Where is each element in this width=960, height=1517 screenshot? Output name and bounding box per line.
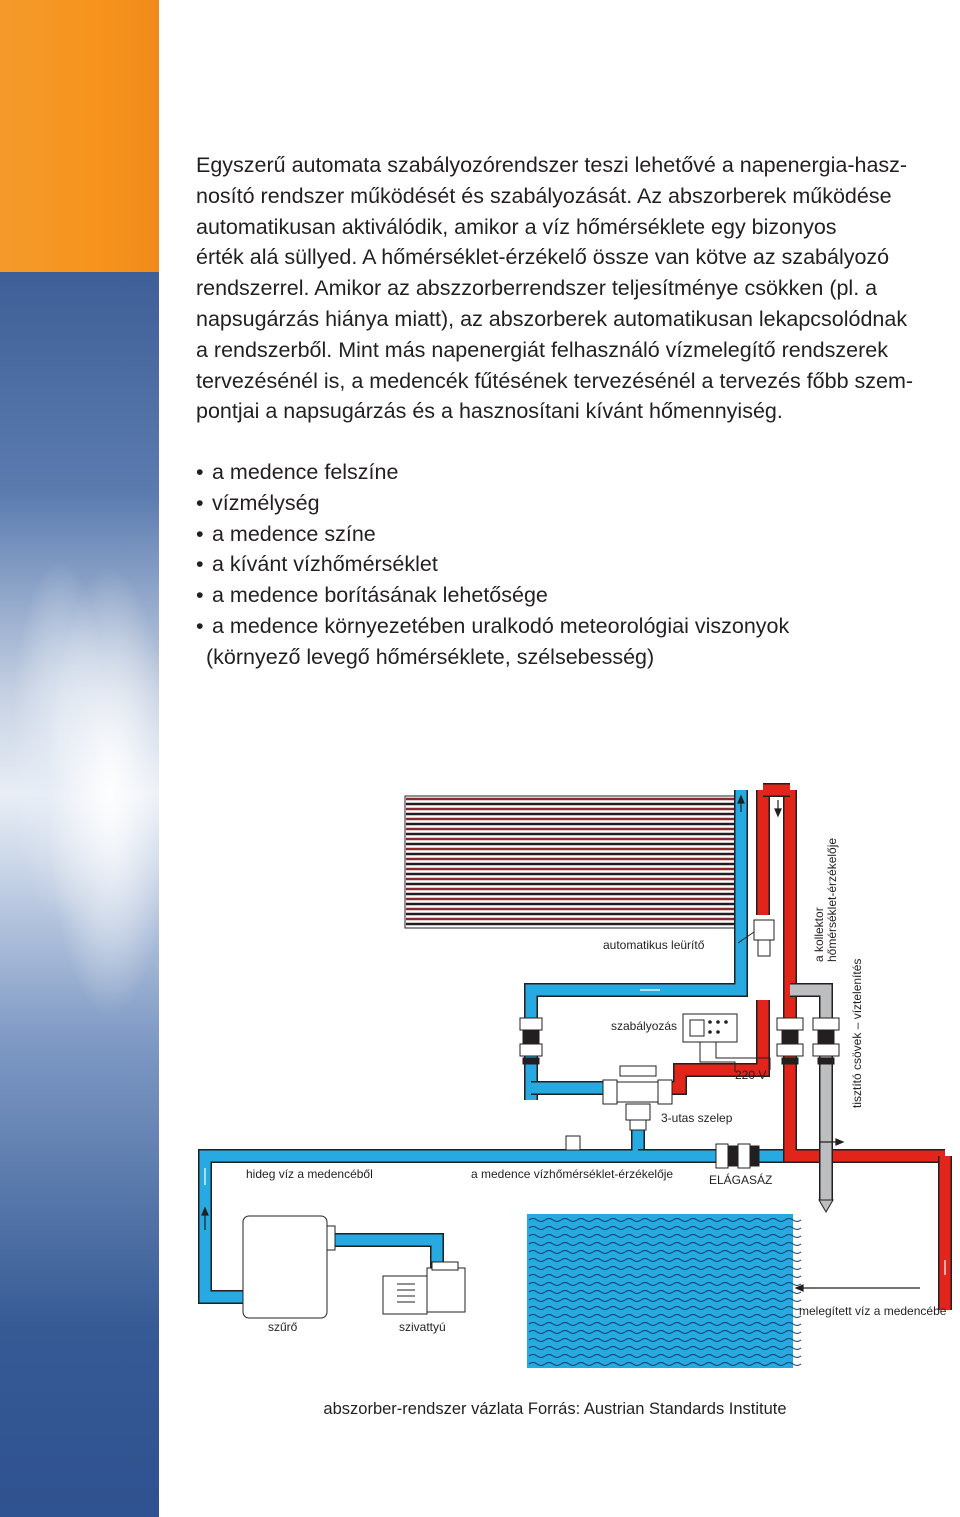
label-warm-water: melegített víz a medencébe	[799, 1304, 947, 1318]
pool-sensor-tee	[566, 1136, 580, 1150]
intro-line: érték alá süllyed. A hőmérséklet-érzékelő össze van kötve az szabályozó	[196, 245, 890, 270]
filter-unit	[243, 1216, 335, 1318]
bullet: •	[196, 490, 204, 515]
list-item: • a medence felszíne	[196, 457, 936, 488]
swimming-pool	[527, 1214, 801, 1368]
solar-collector-panel	[405, 796, 735, 928]
list-item: • a medence borításának lehetősége	[196, 580, 936, 611]
label-valve: 3-utas szelep	[661, 1111, 733, 1125]
label-filter: szűrő	[268, 1320, 298, 1334]
label-voltage: 220 V	[735, 1068, 767, 1082]
list-item-continuation: (környező levegő hőmérséklete, szélsebesség)	[206, 644, 655, 669]
intro-line: napsugárzás hiánya miatt), az abszorberek automatikusan lekapcsolódnak	[196, 306, 908, 331]
figure-caption: abszorber-rendszer vázlata Forrás: Austrian Standards Institute	[323, 1400, 787, 1418]
list-item: • a medence színe	[196, 519, 936, 550]
label-cleaning-pipes: tisztító csövek – víztelenítés	[850, 958, 864, 1108]
list-item: • a medence környezetében uralkodó meteorológiai viszonyok	[196, 611, 936, 642]
union-branch	[716, 1144, 759, 1168]
intro-line: rendszerrel. Amikor az abszzorberrendszer teljesítménye csökken (pl. a	[196, 276, 878, 301]
list-item: • a kívánt vízhőmérséklet	[196, 549, 936, 580]
list-item: • vízmélység	[196, 488, 936, 519]
label-pump: szivattyú	[399, 1320, 446, 1334]
bullet: •	[196, 613, 204, 638]
label-branch: ELÁGASÁZ	[709, 1173, 773, 1187]
bullet: •	[196, 583, 204, 608]
intro-line: pontjai a napsugárzás és a hasznosítani kívánt hőmennyiség.	[196, 399, 783, 424]
intro-line: Egyszerű automata szabályozórendszer teszi lehetővé a napenergia-hasz-	[196, 153, 908, 177]
intro-line: a rendszerből. Mint más napenergiát felhasználó vízmelegítő rendszerek	[196, 337, 888, 362]
intro-line: nosító rendszer működését és szabályozását. Az abszorberek működése	[196, 183, 892, 208]
label-cold-water: hideg víz a medencéből	[246, 1167, 373, 1181]
label-auto-drain: automatikus leürítő	[603, 938, 705, 952]
intro-line: automatikusan aktiválódik, amikor a víz hőmérséklete egy bizonyos	[196, 214, 837, 239]
bullet: •	[196, 552, 204, 577]
label-pool-sensor: a medence vízhőmérséklet-érzékelője	[471, 1167, 674, 1181]
label-collector-sensor-line2: hőmérséklet-érzékelője	[825, 837, 839, 962]
label-control: szabályozás	[611, 1019, 678, 1033]
intro-line: tervezésénél is, a medencék fűtésének tervezésénél a tervezés főbb szem-	[196, 368, 914, 393]
label-collector-sensor-line1: a kollektor	[812, 907, 826, 962]
pump-unit	[383, 1262, 465, 1314]
bullet: •	[196, 521, 204, 546]
bullet: •	[196, 460, 204, 484]
